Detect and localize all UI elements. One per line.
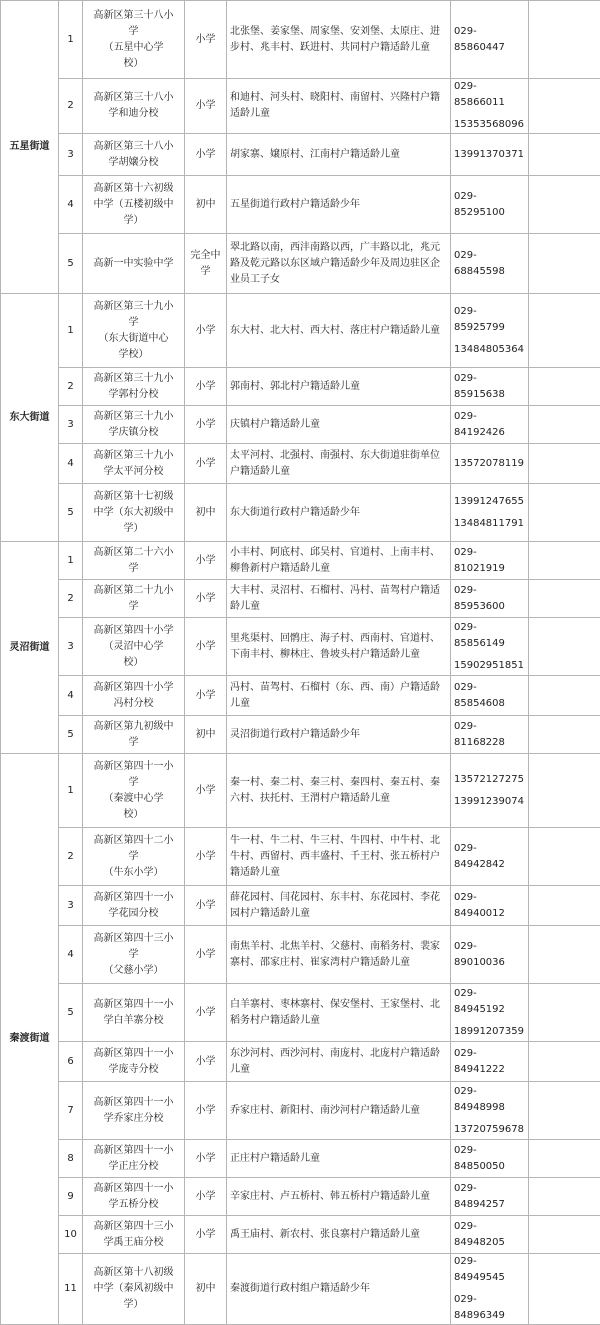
row-number: 2 bbox=[59, 79, 83, 134]
blank-cell bbox=[529, 1216, 600, 1254]
table-row bbox=[1, 926, 600, 984]
enrollment-area: 和迪村、河头村、晓阳村、南留村、兴隆村户籍适龄儿童 bbox=[227, 79, 451, 134]
row-number: 1 bbox=[59, 294, 83, 368]
phone-cell bbox=[451, 176, 529, 234]
school-type: 小学 bbox=[185, 1178, 227, 1216]
enrollment-area: 太平河村、北强村、南强村、东大街道驻街单位户籍适龄儿童 bbox=[227, 444, 451, 484]
blank-cell bbox=[529, 1178, 600, 1216]
blank-cell bbox=[529, 176, 600, 234]
blank-cell bbox=[529, 716, 600, 754]
school-name: 高新区第四十一小 学 （秦渡中心学 校） bbox=[83, 754, 185, 828]
enrollment-area: 秦渡街道行政村组户籍适龄少年 bbox=[227, 1254, 451, 1325]
phone-number: 029-85925799 bbox=[454, 304, 525, 336]
phone-cell bbox=[451, 1216, 529, 1254]
blank-cell bbox=[529, 79, 600, 134]
enrollment-area: 翠北路以南，西沣南路以西，广丰路以北，兆元路及乾元路以东区域户籍适龄少年及周边驻区企业员工子女 bbox=[227, 234, 451, 294]
blank-cell bbox=[529, 234, 600, 294]
phone-cell bbox=[451, 676, 529, 716]
school-name: 高新区第四十一小 学花园分校 bbox=[83, 886, 185, 926]
enrollment-area: 白羊寨村、枣林寨村、保安堡村、王家堡村、北稻务村户籍适龄儿童 bbox=[227, 984, 451, 1042]
school-name: 高新区第二十六小 学 bbox=[83, 542, 185, 580]
row-number: 2 bbox=[59, 828, 83, 886]
row-number: 1 bbox=[59, 754, 83, 828]
phone-number: 029-84941222 bbox=[454, 1046, 525, 1078]
table-row bbox=[1, 234, 600, 294]
row-number: 4 bbox=[59, 676, 83, 716]
phone-number: 13720759678 bbox=[454, 1122, 525, 1138]
school-name: 高新区第三十九小 学郭村分校 bbox=[83, 368, 185, 406]
enrollment-area: 南焦羊村、北焦羊村、父慈村、南稻务村、裴家寨村、邵家庄村、崔家湾村户籍适龄儿童 bbox=[227, 926, 451, 984]
blank-cell bbox=[529, 1042, 600, 1082]
row-number: 2 bbox=[59, 368, 83, 406]
phone-cell bbox=[451, 618, 529, 676]
enrollment-area: 辛家庄村、卢五桥村、韩五桥村户籍适龄儿童 bbox=[227, 1178, 451, 1216]
school-name: 高新区第四十一小 学庞寺分校 bbox=[83, 1042, 185, 1082]
table-row bbox=[1, 1178, 600, 1216]
row-number: 3 bbox=[59, 618, 83, 676]
school-type: 小学 bbox=[185, 79, 227, 134]
school-type: 小学 bbox=[185, 886, 227, 926]
phone-number: 029-84945192 bbox=[454, 986, 525, 1018]
school-name: 高新区第四十一小 学白羊寨分校 bbox=[83, 984, 185, 1042]
row-number: 3 bbox=[59, 134, 83, 176]
enrollment-area: 冯村、苗驾村、石榴村（东、西、南）户籍适龄儿童 bbox=[227, 676, 451, 716]
phone-cell bbox=[451, 926, 529, 984]
blank-cell bbox=[529, 754, 600, 828]
school-name: 高新区第十八初级 中学（秦风初级中 学） bbox=[83, 1254, 185, 1325]
blank-cell bbox=[529, 984, 600, 1042]
school-name: 高新区第四十一小 学乔家庄分校 bbox=[83, 1082, 185, 1140]
blank-cell bbox=[529, 1254, 600, 1325]
phone-number: 029-85953600 bbox=[454, 583, 525, 615]
phone-number: 13991247655 bbox=[454, 494, 525, 510]
school-type: 小学 bbox=[185, 984, 227, 1042]
enrollment-area: 郭南村、郭北村户籍适龄儿童 bbox=[227, 368, 451, 406]
school-type: 小学 bbox=[185, 294, 227, 368]
phone-number: 029-81168228 bbox=[454, 719, 525, 751]
school-name: 高新区第十七初级 中学（东大初级中 学） bbox=[83, 484, 185, 542]
phone-cell bbox=[451, 444, 529, 484]
table-body bbox=[1, 1, 600, 1325]
school-name: 高新区第十六初级 中学（五楼初级中 学） bbox=[83, 176, 185, 234]
table-row bbox=[1, 984, 600, 1042]
row-number: 10 bbox=[59, 1216, 83, 1254]
phone-cell bbox=[451, 294, 529, 368]
table-row bbox=[1, 1216, 600, 1254]
phone-cell bbox=[451, 754, 529, 828]
street-name: 五星街道 bbox=[1, 1, 59, 294]
table-row bbox=[1, 176, 600, 234]
school-type: 初中 bbox=[185, 176, 227, 234]
street-name: 灵沼街道 bbox=[1, 542, 59, 754]
school-type: 小学 bbox=[185, 1, 227, 79]
enrollment-area: 里兆渠村、回鹘庄、海子村、西南村、官道村、下南丰村、柳林庄、鲁坡头村户籍适龄儿童 bbox=[227, 618, 451, 676]
school-type: 小学 bbox=[185, 828, 227, 886]
table-row bbox=[1, 886, 600, 926]
table-row bbox=[1, 368, 600, 406]
school-type: 小学 bbox=[185, 1042, 227, 1082]
phone-number: 029-84896349 bbox=[454, 1292, 525, 1324]
row-number: 11 bbox=[59, 1254, 83, 1325]
table-row bbox=[1, 294, 600, 368]
table-row bbox=[1, 716, 600, 754]
school-name: 高新区第三十八小 学和迪分校 bbox=[83, 79, 185, 134]
table-row bbox=[1, 1042, 600, 1082]
phone-cell bbox=[451, 79, 529, 134]
phone-number: 029-84940012 bbox=[454, 890, 525, 922]
enrollment-area: 灵沼街道行政村户籍适龄少年 bbox=[227, 716, 451, 754]
school-name: 高新区第四十小学 （灵沼中心学 校） bbox=[83, 618, 185, 676]
phone-cell bbox=[451, 580, 529, 618]
phone-number: 029-68845598 bbox=[454, 248, 525, 280]
enrollment-area: 正庄村户籍适龄儿童 bbox=[227, 1140, 451, 1178]
school-type: 小学 bbox=[185, 754, 227, 828]
blank-cell bbox=[529, 676, 600, 716]
phone-number: 13572078119 bbox=[454, 456, 525, 472]
phone-cell bbox=[451, 1082, 529, 1140]
blank-cell bbox=[529, 406, 600, 444]
enrollment-area: 胡家寨、嬢原村、江南村户籍适龄儿童 bbox=[227, 134, 451, 176]
school-name: 高新区第四十三小 学 （父慈小学） bbox=[83, 926, 185, 984]
row-number: 5 bbox=[59, 234, 83, 294]
blank-cell bbox=[529, 618, 600, 676]
phone-cell bbox=[451, 1254, 529, 1325]
school-name: 高新区第四十小学 冯村分校 bbox=[83, 676, 185, 716]
phone-number: 029-85295100 bbox=[454, 189, 525, 221]
row-number: 5 bbox=[59, 984, 83, 1042]
enrollment-area: 庆镇村户籍适龄儿童 bbox=[227, 406, 451, 444]
enrollment-area: 东大村、北大村、西大村、落庄村户籍适龄儿童 bbox=[227, 294, 451, 368]
blank-cell bbox=[529, 484, 600, 542]
school-type: 初中 bbox=[185, 484, 227, 542]
phone-cell bbox=[451, 1, 529, 79]
phone-number: 029-84949545 bbox=[454, 1254, 525, 1286]
row-number: 7 bbox=[59, 1082, 83, 1140]
phone-cell bbox=[451, 716, 529, 754]
enrollment-area: 禹王庙村、新农村、张良寨村户籍适龄儿童 bbox=[227, 1216, 451, 1254]
enrollment-area: 东大街道行政村户籍适龄少年 bbox=[227, 484, 451, 542]
phone-cell bbox=[451, 368, 529, 406]
school-name: 高新区第四十一小 学五桥分校 bbox=[83, 1178, 185, 1216]
table-row bbox=[1, 618, 600, 676]
phone-cell bbox=[451, 828, 529, 886]
school-type: 小学 bbox=[185, 580, 227, 618]
school-type: 小学 bbox=[185, 1082, 227, 1140]
enrollment-area: 大丰村、灵沼村、石榴村、冯村、苗驾村户籍适龄儿童 bbox=[227, 580, 451, 618]
phone-number: 029-84948205 bbox=[454, 1219, 525, 1251]
row-number: 4 bbox=[59, 926, 83, 984]
school-name: 高新一中实验中学 bbox=[83, 234, 185, 294]
enrollment-area: 东沙河村、西沙河村、南庞村、北庞村户籍适龄儿童 bbox=[227, 1042, 451, 1082]
phone-cell bbox=[451, 1042, 529, 1082]
blank-cell bbox=[529, 444, 600, 484]
enrollment-area: 小丰村、阿底村、邱吴村、官道村、上南丰村、柳鲁新村户籍适龄儿童 bbox=[227, 542, 451, 580]
table-row bbox=[1, 1254, 600, 1325]
table-row bbox=[1, 484, 600, 542]
enrollment-area: 乔家庄村、新阳村、南沙河村户籍适龄儿童 bbox=[227, 1082, 451, 1140]
phone-number: 029-84948998 bbox=[454, 1084, 525, 1116]
school-name: 高新区第二十九小 学 bbox=[83, 580, 185, 618]
row-number: 5 bbox=[59, 484, 83, 542]
phone-number: 029-89010036 bbox=[454, 939, 525, 971]
table-row bbox=[1, 542, 600, 580]
row-number: 4 bbox=[59, 176, 83, 234]
table-row bbox=[1, 1, 600, 79]
street-name: 秦渡街道 bbox=[1, 754, 59, 1325]
school-type: 初中 bbox=[185, 716, 227, 754]
table-row bbox=[1, 1082, 600, 1140]
row-number: 1 bbox=[59, 1, 83, 79]
school-type: 小学 bbox=[185, 676, 227, 716]
table-row bbox=[1, 1140, 600, 1178]
table-row bbox=[1, 79, 600, 134]
table-row bbox=[1, 406, 600, 444]
phone-number: 13991370371 bbox=[454, 147, 525, 163]
phone-cell bbox=[451, 484, 529, 542]
school-type: 小学 bbox=[185, 618, 227, 676]
phone-cell bbox=[451, 234, 529, 294]
blank-cell bbox=[529, 542, 600, 580]
school-type: 小学 bbox=[185, 368, 227, 406]
blank-cell bbox=[529, 368, 600, 406]
phone-number: 13991239074 bbox=[454, 794, 525, 810]
enrollment-area: 秦一村、秦二村、秦三村、秦四村、秦五村、秦六村、扶托村、王渭村户籍适龄儿童 bbox=[227, 754, 451, 828]
school-type: 小学 bbox=[185, 542, 227, 580]
phone-number: 15902951851 bbox=[454, 658, 525, 674]
row-number: 9 bbox=[59, 1178, 83, 1216]
row-number: 2 bbox=[59, 580, 83, 618]
school-name: 高新区第三十九小 学庆镇分校 bbox=[83, 406, 185, 444]
school-name: 高新区第四十三小 学禹王庙分校 bbox=[83, 1216, 185, 1254]
row-number: 6 bbox=[59, 1042, 83, 1082]
phone-cell bbox=[451, 984, 529, 1042]
phone-number: 029-84894257 bbox=[454, 1181, 525, 1213]
blank-cell bbox=[529, 1, 600, 79]
table-row bbox=[1, 676, 600, 716]
phone-cell bbox=[451, 406, 529, 444]
table-row bbox=[1, 444, 600, 484]
school-type: 小学 bbox=[185, 1140, 227, 1178]
phone-number: 029-85856149 bbox=[454, 620, 525, 652]
row-number: 3 bbox=[59, 406, 83, 444]
phone-cell bbox=[451, 542, 529, 580]
school-type: 小学 bbox=[185, 134, 227, 176]
table-row bbox=[1, 754, 600, 828]
table-row bbox=[1, 828, 600, 886]
row-number: 5 bbox=[59, 716, 83, 754]
row-number: 3 bbox=[59, 886, 83, 926]
school-type: 完全中学 bbox=[185, 234, 227, 294]
phone-number: 15353568096 bbox=[454, 117, 525, 133]
phone-number: 18991207359 bbox=[454, 1024, 525, 1040]
phone-number: 13484811791 bbox=[454, 516, 525, 532]
school-type: 小学 bbox=[185, 926, 227, 984]
phone-number: 029-84942842 bbox=[454, 841, 525, 873]
phone-cell bbox=[451, 886, 529, 926]
phone-number: 13572127275 bbox=[454, 772, 525, 788]
school-type: 小学 bbox=[185, 406, 227, 444]
school-type: 初中 bbox=[185, 1254, 227, 1325]
school-name: 高新区第四十二小 学 （牛东小学） bbox=[83, 828, 185, 886]
row-number: 8 bbox=[59, 1140, 83, 1178]
row-number: 4 bbox=[59, 444, 83, 484]
blank-cell bbox=[529, 828, 600, 886]
school-name: 高新区第三十九小 学太平河分校 bbox=[83, 444, 185, 484]
enrollment-area: 北张堡、姜家堡、周家堡、安刘堡、太原庄、进步村、兆丰村、跃进村、共同村户籍适龄儿童 bbox=[227, 1, 451, 79]
blank-cell bbox=[529, 1140, 600, 1178]
school-name: 高新区第三十八小 学 （五星中心学 校） bbox=[83, 1, 185, 79]
blank-cell bbox=[529, 580, 600, 618]
phone-cell bbox=[451, 1140, 529, 1178]
table-row bbox=[1, 134, 600, 176]
phone-number: 029-85860447 bbox=[454, 24, 525, 56]
phone-number: 13484805364 bbox=[454, 342, 525, 358]
table-row bbox=[1, 580, 600, 618]
enrollment-area: 牛一村、牛二村、牛三村、牛四村、中牛村、北牛村、西留村、西丰盛村、千王村、张五桥村户籍适龄儿童 bbox=[227, 828, 451, 886]
row-number: 1 bbox=[59, 542, 83, 580]
phone-cell bbox=[451, 134, 529, 176]
street-name: 东大街道 bbox=[1, 294, 59, 542]
phone-number: 029-84850050 bbox=[454, 1143, 525, 1175]
blank-cell bbox=[529, 886, 600, 926]
school-name: 高新区第三十八小 学胡嬢分校 bbox=[83, 134, 185, 176]
phone-number: 029-84192426 bbox=[454, 409, 525, 441]
enrollment-area: 薛花园村、闫花园村、东丰村、东花园村、李花园村户籍适龄儿童 bbox=[227, 886, 451, 926]
phone-number: 029-85854608 bbox=[454, 680, 525, 712]
blank-cell bbox=[529, 294, 600, 368]
school-name: 高新区第九初级中 学 bbox=[83, 716, 185, 754]
phone-cell bbox=[451, 1178, 529, 1216]
phone-number: 029-85915638 bbox=[454, 371, 525, 403]
phone-number: 029-85866011 bbox=[454, 79, 525, 111]
school-name: 高新区第三十九小 学 （东大街道中心 学校） bbox=[83, 294, 185, 368]
enrollment-area: 五星街道行政村户籍适龄少年 bbox=[227, 176, 451, 234]
blank-cell bbox=[529, 1082, 600, 1140]
school-type: 小学 bbox=[185, 444, 227, 484]
blank-cell bbox=[529, 926, 600, 984]
blank-cell bbox=[529, 134, 600, 176]
school-name: 高新区第四十一小 学正庄分校 bbox=[83, 1140, 185, 1178]
school-type: 小学 bbox=[185, 1216, 227, 1254]
phone-number: 029-81021919 bbox=[454, 545, 525, 577]
